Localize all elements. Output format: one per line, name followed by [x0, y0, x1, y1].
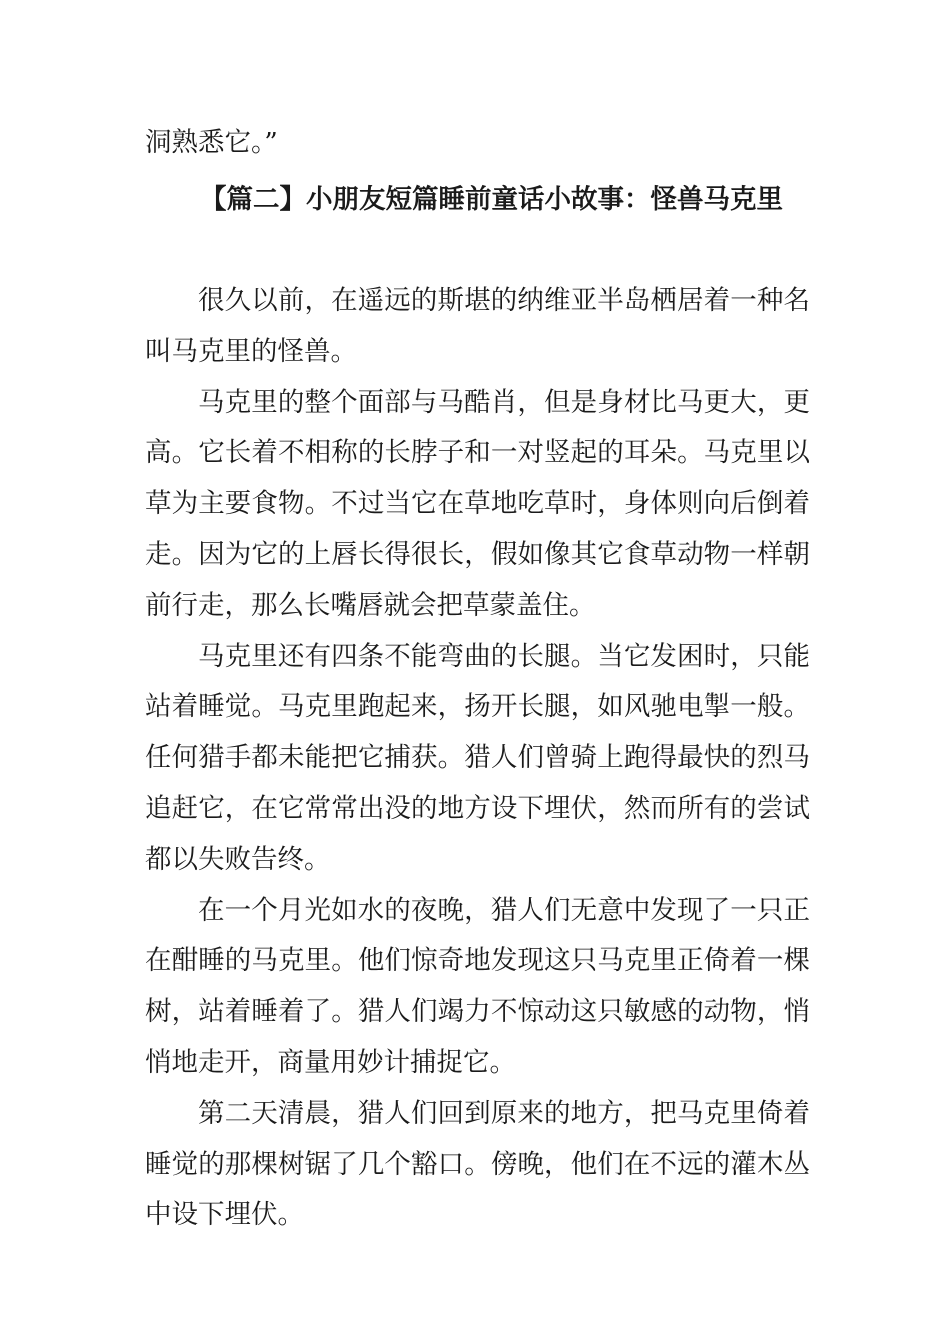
continuation-text: 洞熟悉它。”: [145, 127, 278, 158]
section-heading: 【篇二】小朋友短篇睡前童话小故事：怪兽马克里: [200, 184, 783, 215]
paragraph: 马克里的整个面部与马酷肖，但是身材比马更大，更高。它长着不相称的长脖子和一对竖起的耳朵。马克里以草为主要食物。不过当它在草地吃草时，身体则向后倒着走。因为它的上唇长得很长，假如像其它食草动物一样朝前行走，那么长嘴唇就会把草蒙盖住。: [145, 386, 810, 621]
paragraph: 第二天清晨，猎人们回到原来的地方，把马克里倚着睡觉的那棵树锯了几个豁口。傍晚，他们在不远的灌木丛中设下埋伏。: [145, 1097, 810, 1231]
story-body: [145, 276, 810, 1241]
paragraph: 在一个月光如水的夜晚，猎人们无意中发现了一只正在酣睡的马克里。他们惊奇地发现这只马克里正倚着一棵树，站着睡着了。猎人们竭力不惊动这只敏感的动物，悄悄地走开，商量用妙计捕捉它。: [145, 894, 810, 1078]
paragraph: 很久以前，在遥远的斯堪的纳维亚半岛栖居着一种名叫马克里的怪兽。: [145, 285, 810, 367]
paragraph: 马克里还有四条不能弯曲的长腿。当它发困时，只能站着睡觉。马克里跑起来，扬开长腿，如风驰电掣一般。任何猎手都未能把它捕获。猎人们曾骑上跑得最快的烈马追赶它，在它常常出没的地方设下埋伏，然而所有的尝试都以失败告终。: [145, 640, 810, 875]
